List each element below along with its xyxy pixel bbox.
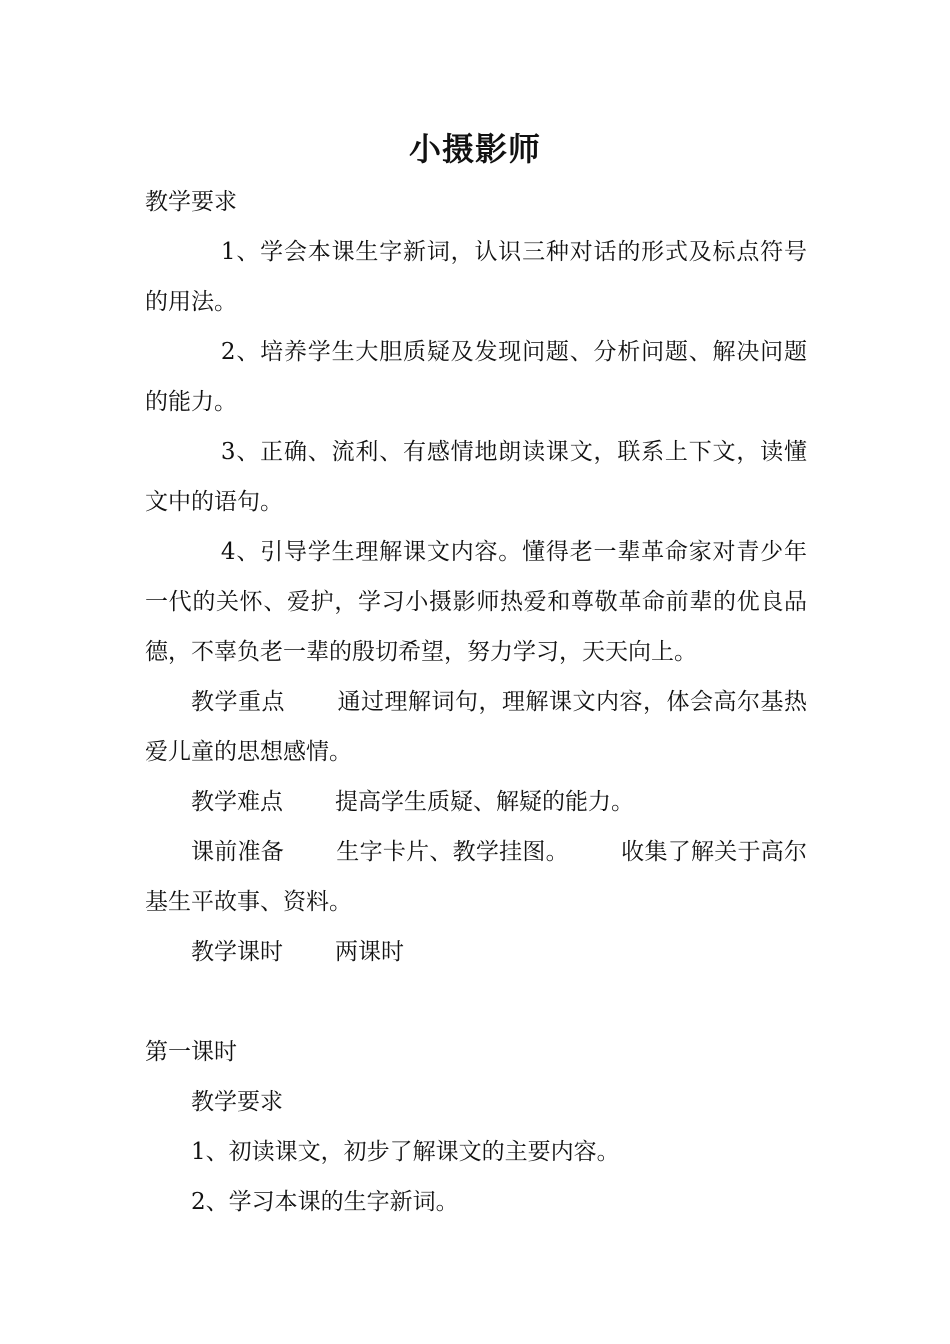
preparation-text-1: 生字卡片、教学挂图。 xyxy=(336,839,569,865)
req-item-1: 1、学会本课生字新词，认识三种对话的形式及标点符号的用法。 xyxy=(145,239,807,315)
key-point-paragraph xyxy=(145,677,807,777)
key-point-label: 教学重点 xyxy=(191,689,285,715)
lesson1-req-heading: 教学要求 xyxy=(191,1089,283,1115)
preparation-text-2: 收集了解关于高尔基生平故事、资料。 xyxy=(145,839,808,915)
document-title: 小摄影师 xyxy=(408,130,541,168)
lesson1-item-1: 1、初读课文，初步了解课文的主要内容。 xyxy=(191,1139,620,1165)
hours-label: 教学课时 xyxy=(191,939,283,965)
req-item-4: 4、引导学生理解课文内容。懂得老一辈革命家对青少年一代的关怀、爱护，学习小摄影师热爱和尊敬革命前辈的优良品德，不辜负老一辈的殷切希望，努力学习，天天向上。 xyxy=(145,539,807,665)
req-heading: 教学要求 xyxy=(145,189,237,215)
difficulty-label: 教学难点 xyxy=(191,789,283,815)
hours-text: 两课时 xyxy=(335,939,404,965)
preparation-label: 课前准备 xyxy=(191,839,285,865)
blank-line xyxy=(145,977,807,1027)
difficulty-text: 提高学生质疑、解疑的能力。 xyxy=(335,789,634,815)
hours-paragraph xyxy=(145,927,807,977)
req-item-3: 3、正确、流利、有感情地朗读课文，联系上下文，读懂文中的语句。 xyxy=(145,439,807,515)
document-body xyxy=(145,177,807,1227)
req-item-2: 2、培养学生大胆质疑及发现问题、分析问题、解决问题的能力。 xyxy=(145,339,807,415)
difficulty-paragraph xyxy=(145,777,807,827)
lesson1-heading: 第一课时 xyxy=(145,1039,237,1065)
preparation-paragraph xyxy=(145,827,807,927)
key-point-text: 通过理解词句，理解课文内容，体会高尔基热爱儿童的思想感情。 xyxy=(145,689,807,765)
lesson1-item-2: 2、学习本课的生字新词。 xyxy=(191,1189,459,1215)
